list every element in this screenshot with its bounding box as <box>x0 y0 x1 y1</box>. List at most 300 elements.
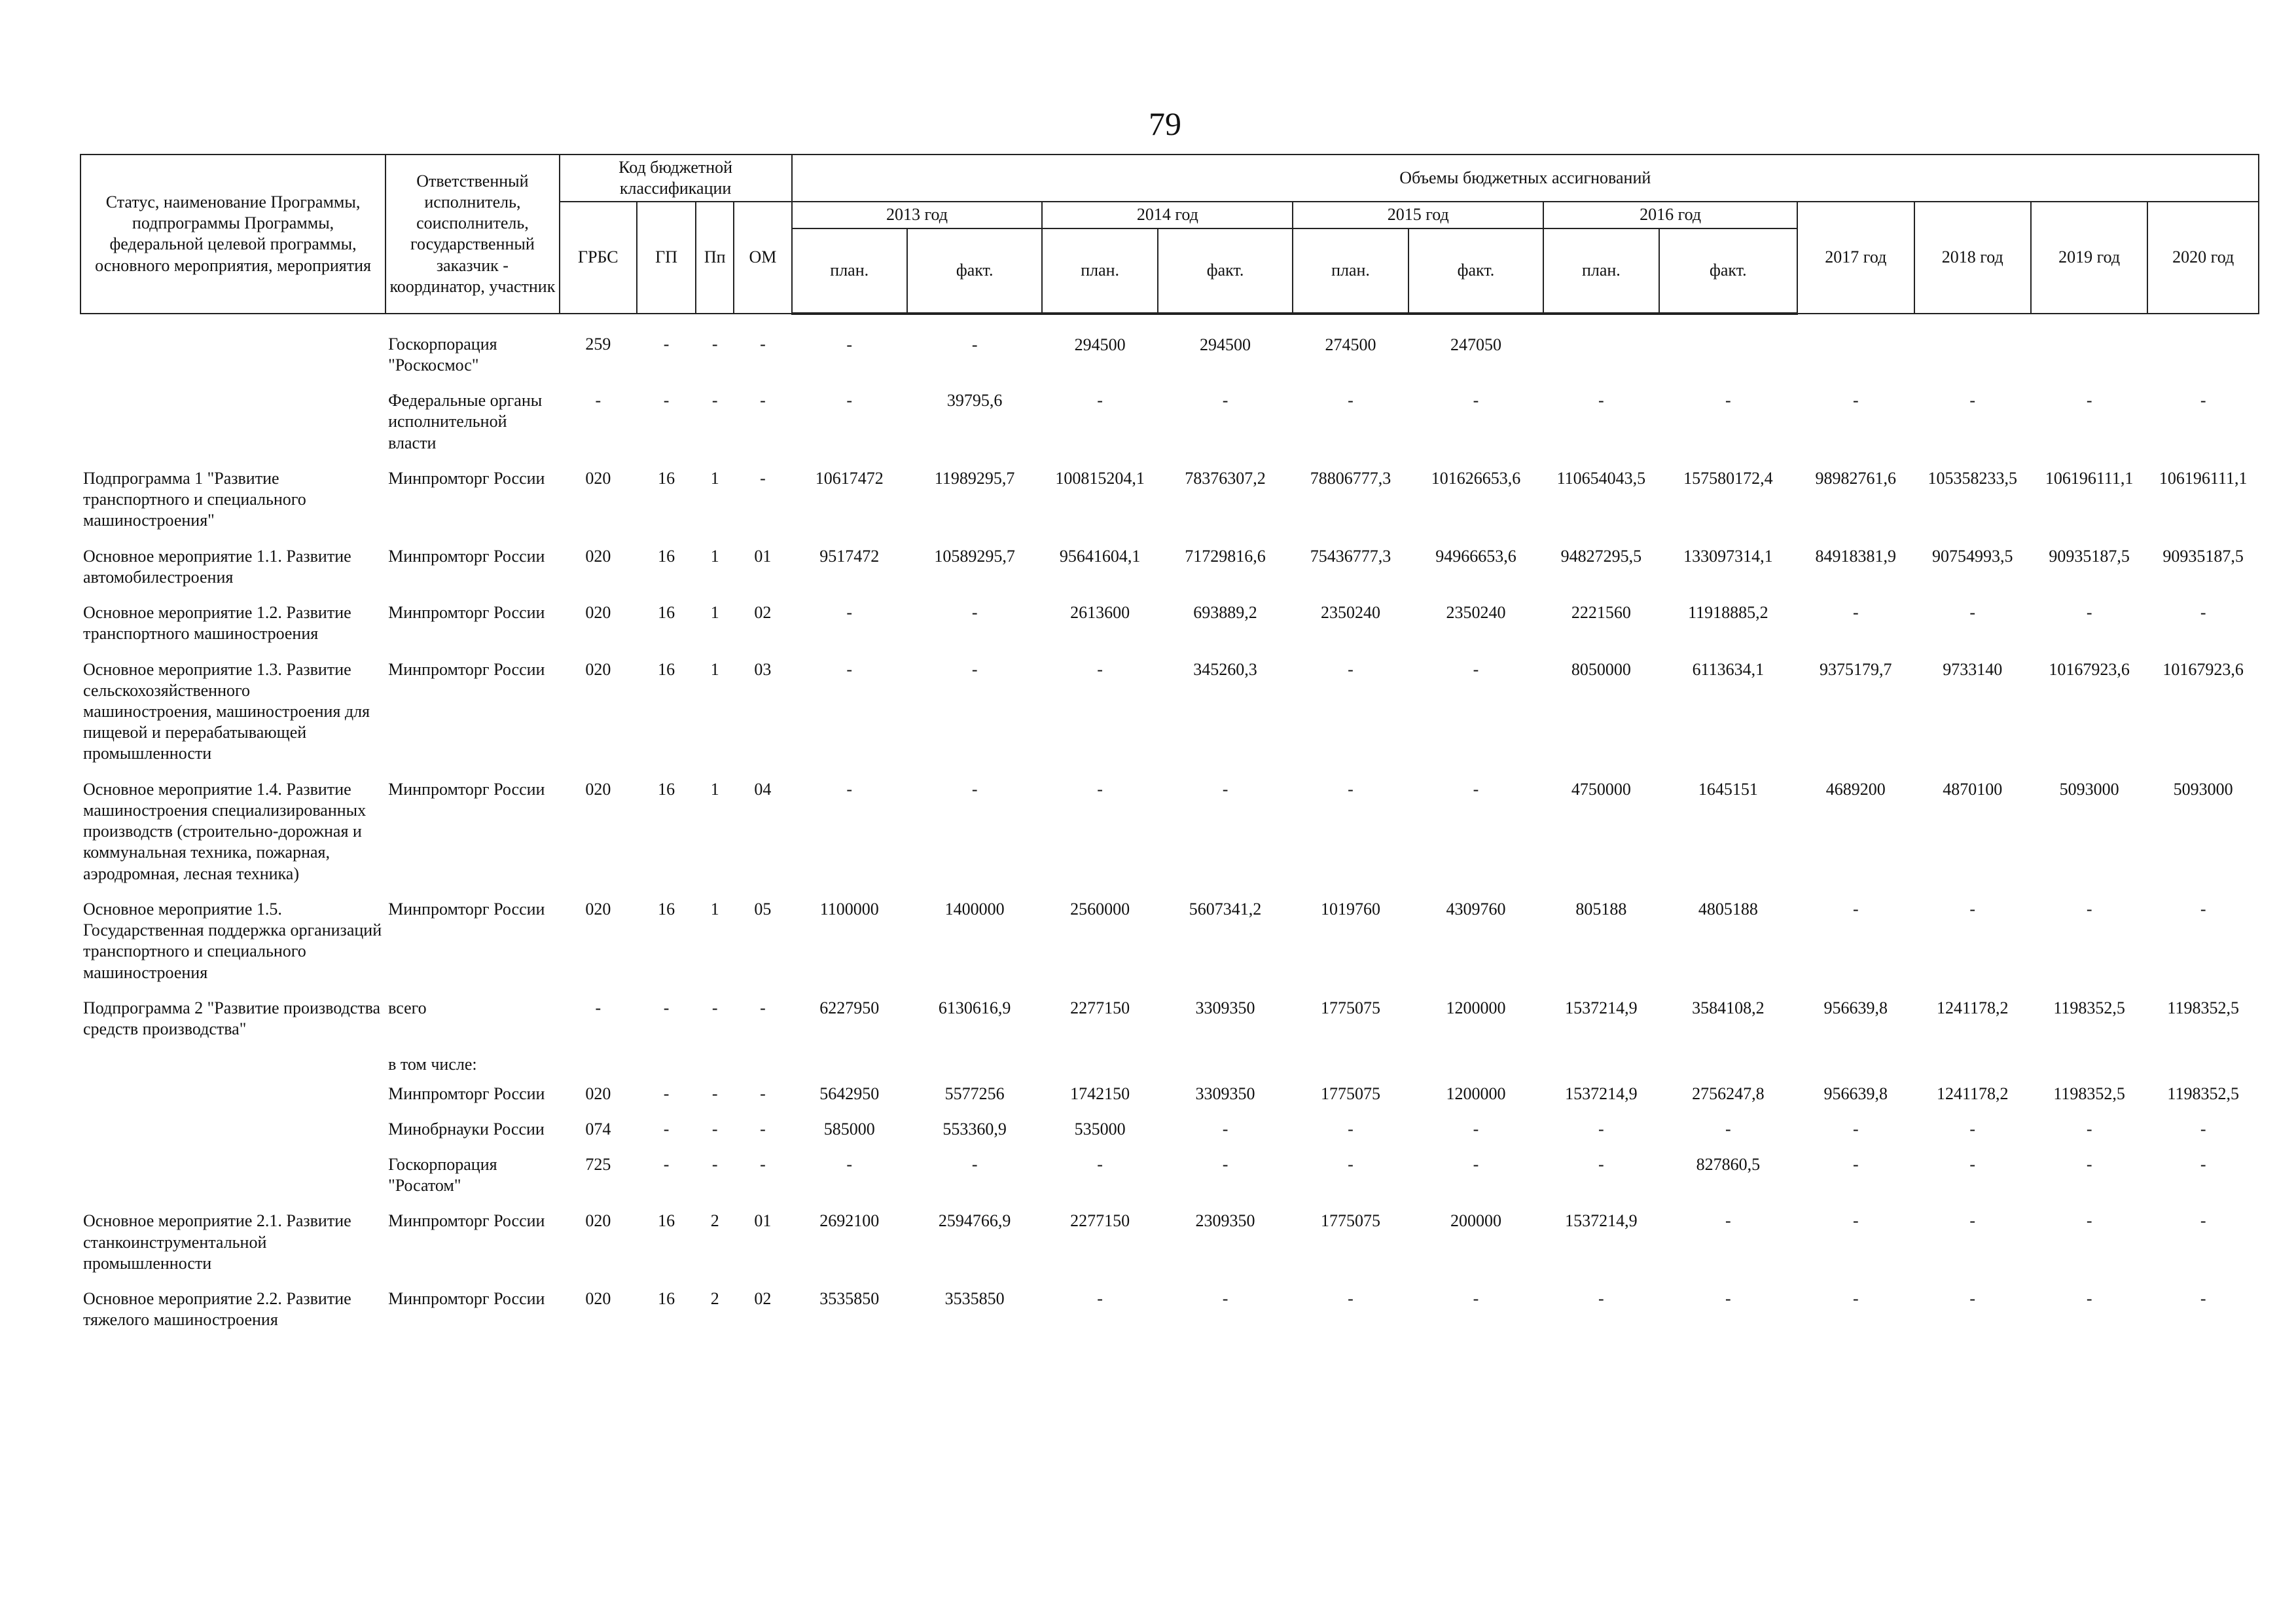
header-gp: ГП <box>637 202 696 313</box>
row-value-2015-plan: 274500 <box>1325 335 1376 354</box>
row-value-2016-plan: - <box>1598 391 1604 410</box>
row-status: Основное мероприятие 1.5. Государственная поддержка организаций транспортного и специального машиностроения <box>83 899 382 982</box>
row-value-2013-plan: 6227950 <box>819 998 880 1017</box>
row-value-2015-plan: - <box>1348 391 1354 410</box>
row-value-2014-plan: - <box>1097 659 1103 679</box>
row-value-2016-fact <box>1659 1046 1798 1082</box>
table-row <box>81 594 2259 651</box>
row-value-2018: 1241178,2 <box>1936 998 2009 1017</box>
row-value-2015-plan: - <box>1348 779 1354 799</box>
row-om: - <box>760 1119 766 1139</box>
row-grbs: 020 <box>585 659 611 679</box>
row-status: Основное мероприятие 1.2. Развитие транспортного машиностроения <box>83 603 351 644</box>
row-gp: - <box>663 334 670 354</box>
row-grbs: - <box>595 998 601 1017</box>
row-responsible: в том числе: <box>388 1055 477 1074</box>
row-value-2013-plan: - <box>846 659 853 679</box>
row-value-2013-plan: 1100000 <box>819 899 879 919</box>
row-value-2014-plan: - <box>1097 1154 1103 1174</box>
row-value-2014-fact: 2309350 <box>1195 1211 1255 1231</box>
row-value-2017: 4689200 <box>1825 779 1886 799</box>
row-grbs: 725 <box>585 1154 611 1174</box>
row-gp: 16 <box>658 603 675 623</box>
row-value-2020 <box>2147 314 2259 382</box>
row-value-2017 <box>1797 314 1914 382</box>
row-om: 02 <box>754 603 772 623</box>
row-value-2014-plan: 2277150 <box>1070 1211 1130 1231</box>
row-pp: 1 <box>710 468 719 488</box>
row-value-2018: 4870100 <box>1943 779 2003 799</box>
row-value-2014-plan: 1742150 <box>1070 1084 1130 1103</box>
row-om: 05 <box>754 899 772 919</box>
row-value-2013-plan: 585000 <box>823 1119 875 1139</box>
table-row <box>81 990 2259 1046</box>
row-value-2019: - <box>2086 899 2092 919</box>
row-value-2016-fact: - <box>1725 1119 1731 1139</box>
row-value-2016-fact: 11918885,2 <box>1688 603 1768 623</box>
row-value-2014-fact: 3309350 <box>1195 998 1255 1017</box>
row-value-2015-fact: - <box>1473 1154 1479 1174</box>
table-row <box>81 382 2259 460</box>
header-responsible: Ответственный исполнитель, соисполнитель, государственный заказчик - координатор, участник <box>386 155 560 314</box>
row-value-2014-plan: 2560000 <box>1070 899 1130 919</box>
row-value-2014-plan <box>1042 1046 1157 1082</box>
row-value-2016-plan: - <box>1598 1119 1604 1139</box>
row-value-2016-fact: 827860,5 <box>1696 1154 1761 1174</box>
row-gp: 16 <box>658 1211 675 1231</box>
row-value-2019: - <box>2086 1289 2092 1309</box>
row-value-2013-plan: 3535850 <box>819 1289 880 1309</box>
table-row <box>81 538 2259 594</box>
row-value-2015-fact: 101626653,6 <box>1431 468 1521 488</box>
row-responsible: Минпромторг России <box>388 659 545 679</box>
header-2015-fact: факт. <box>1408 228 1543 314</box>
row-status: Подпрограмма 1 "Развитие транспортного и специального машиностроения" <box>83 468 306 530</box>
row-value-2019: 10167923,6 <box>2049 659 2130 679</box>
row-pp: 1 <box>710 659 719 679</box>
table-row <box>81 891 2259 990</box>
row-value-2015-fact: 94966653,6 <box>1435 546 1516 566</box>
row-pp: - <box>711 334 718 354</box>
row-grbs: 020 <box>585 1289 611 1309</box>
row-status: Основное мероприятие 1.3. Развитие сельскохозяйственного машиностроения, машиностроения для пищевой и перерабатывающей промышленности <box>83 659 370 763</box>
row-value-2020: 1198352,5 <box>2167 998 2239 1017</box>
row-value-2014-plan: 100815204,1 <box>1055 468 1145 488</box>
row-value-2017: 956639,8 <box>1823 1084 1888 1103</box>
table-row <box>81 1082 2259 1111</box>
row-value-2013-plan: 5642950 <box>819 1084 880 1103</box>
table-row <box>81 1146 2259 1203</box>
row-value-2015-plan: 1775075 <box>1321 1211 1380 1231</box>
row-value-2013-fact: - <box>971 335 978 354</box>
header-2016-plan: план. <box>1543 228 1659 314</box>
row-value-2016-fact: 157580172,4 <box>1683 468 1773 488</box>
row-gp: 16 <box>658 659 675 679</box>
row-gp <box>637 1046 696 1082</box>
row-value-2013-fact: 11989295,7 <box>934 468 1015 488</box>
row-value-2016-plan: 4750000 <box>1571 779 1631 799</box>
row-value-2019: - <box>2086 1119 2092 1139</box>
row-grbs: 020 <box>585 603 611 623</box>
header-status: Статус, наименование Программы, подпрограммы Программы, федеральной целевой программы, основного мероприятия, мероприятия <box>81 155 386 314</box>
row-pp: - <box>711 1154 718 1174</box>
row-value-2016-plan: 1537214,9 <box>1565 998 1638 1017</box>
row-value-2017: - <box>1852 391 1859 410</box>
row-value-2017: 956639,8 <box>1823 998 1888 1017</box>
row-responsible: Минпромторг России <box>388 779 545 799</box>
row-value-2015-fact: 4309760 <box>1446 899 1506 919</box>
table-row <box>81 771 2259 891</box>
row-responsible: Федеральные органы исполнительной власти <box>388 391 543 452</box>
row-value-2014-plan: 535000 <box>1074 1119 1126 1139</box>
row-om: - <box>760 1084 766 1103</box>
row-gp: - <box>663 1119 670 1139</box>
row-grbs: 259 <box>585 334 611 354</box>
row-value-2014-fact: - <box>1222 1289 1229 1309</box>
row-value-2020: 10167923,6 <box>2162 659 2244 679</box>
row-value-2018: 105358233,5 <box>1928 468 2017 488</box>
row-value-2020: - <box>2200 1154 2206 1174</box>
row-value-2015-fact: 200000 <box>1450 1211 1501 1231</box>
row-status <box>81 1046 386 1082</box>
row-responsible: Минпромторг России <box>388 899 545 919</box>
row-responsible: Минпромторг России <box>388 1211 545 1231</box>
row-status <box>81 1111 386 1146</box>
row-responsible: Минобрнауки России <box>388 1119 545 1139</box>
table-row <box>81 460 2259 538</box>
row-value-2015-plan: 1775075 <box>1321 998 1380 1017</box>
row-value-2016-fact: 1645151 <box>1698 779 1758 799</box>
row-value-2013-fact: 553360,9 <box>942 1119 1007 1139</box>
table-row <box>81 314 2259 382</box>
row-responsible: Минпромторг России <box>388 1084 545 1103</box>
row-value-2015-fact: - <box>1473 391 1479 410</box>
row-responsible: Минпромторг России <box>388 468 545 488</box>
row-om: - <box>760 334 766 354</box>
row-value-2016-plan: 110654043,5 <box>1556 468 1646 488</box>
budget-table <box>80 154 2259 1338</box>
row-value-2014-fact: - <box>1222 1154 1229 1174</box>
row-value-2018: - <box>1969 1289 1976 1309</box>
row-value-2013-fact: 39795,6 <box>946 391 1003 410</box>
row-value-2019: - <box>2086 1154 2092 1174</box>
row-value-2018 <box>1914 1046 2031 1082</box>
row-value-2014-plan: - <box>1097 391 1103 410</box>
row-value-2015-plan: 1019760 <box>1321 899 1380 919</box>
row-value-2016-plan: 94827295,5 <box>1560 546 1642 566</box>
row-value-2020: - <box>2200 603 2206 623</box>
row-value-2014-plan: 294500 <box>1074 335 1126 354</box>
row-value-2013-plan: - <box>846 391 853 410</box>
row-value-2017: - <box>1852 603 1859 623</box>
row-value-2013-fact: 3535850 <box>944 1289 1005 1309</box>
row-value-2016-plan: - <box>1598 1289 1604 1309</box>
row-value-2017: 98982761,6 <box>1815 468 1897 488</box>
row-value-2018: - <box>1969 899 1976 919</box>
row-value-2013-fact: - <box>971 659 978 679</box>
row-value-2015-fact: - <box>1473 659 1479 679</box>
row-grbs: 020 <box>585 546 611 566</box>
row-value-2013-plan <box>792 1046 907 1082</box>
row-value-2020: - <box>2200 1119 2206 1139</box>
row-status <box>81 1146 386 1203</box>
row-value-2016-plan: 1537214,9 <box>1565 1084 1638 1103</box>
row-pp: 1 <box>710 899 719 919</box>
row-value-2019: 1198352,5 <box>2053 998 2125 1017</box>
row-value-2014-fact: 345260,3 <box>1193 659 1257 679</box>
row-grbs: 020 <box>585 1211 611 1231</box>
row-value-2014-plan: 2613600 <box>1070 603 1130 623</box>
row-gp: - <box>663 1084 670 1103</box>
row-value-2020: - <box>2200 1289 2206 1309</box>
row-responsible: Госкорпорация "Роскосмос" <box>388 334 497 374</box>
header-2015-plan: план. <box>1293 228 1408 314</box>
row-value-2015-plan: 1775075 <box>1321 1084 1380 1103</box>
row-value-2017: - <box>1852 1211 1859 1231</box>
row-value-2018: - <box>1969 603 1976 623</box>
row-value-2016-plan: - <box>1598 1154 1604 1174</box>
row-value-2016-plan: 8050000 <box>1571 659 1631 679</box>
header-2013-fact: факт. <box>907 228 1042 314</box>
row-value-2013-fact: 2594766,9 <box>938 1211 1011 1231</box>
header-pp: Пп <box>696 202 734 313</box>
row-value-2013-fact: 10589295,7 <box>934 546 1015 566</box>
row-value-2017: 84918381,9 <box>1815 546 1897 566</box>
row-value-2019 <box>2031 1046 2147 1082</box>
row-value-2014-fact <box>1158 1046 1293 1082</box>
row-status <box>81 314 386 382</box>
row-value-2013-plan: - <box>846 1154 853 1174</box>
row-value-2018: - <box>1969 1154 1976 1174</box>
row-value-2015-fact: - <box>1473 1119 1479 1139</box>
header-year-2018: 2018 год <box>1914 202 2031 313</box>
row-value-2015-plan: - <box>1348 1154 1354 1174</box>
row-om: 01 <box>754 546 772 566</box>
row-value-2017: - <box>1852 1119 1859 1139</box>
row-pp: - <box>711 1084 718 1103</box>
row-value-2013-fact <box>907 1046 1042 1082</box>
row-pp: - <box>711 391 718 410</box>
row-value-2015-plan: 75436777,3 <box>1310 546 1391 566</box>
row-value-2020: - <box>2200 899 2206 919</box>
row-responsible: всего <box>388 998 427 1017</box>
row-value-2017: - <box>1852 1289 1859 1309</box>
row-status <box>81 1082 386 1111</box>
row-pp: 1 <box>710 779 719 799</box>
row-grbs: 020 <box>585 1084 611 1103</box>
row-value-2013-plan: 10617472 <box>815 468 884 488</box>
row-value-2020: 5093000 <box>2173 779 2233 799</box>
row-grbs: 020 <box>585 468 611 488</box>
header-om: ОМ <box>734 202 791 313</box>
page-number: 79 <box>1149 105 1181 142</box>
row-value-2014-fact: 294500 <box>1200 335 1251 354</box>
row-value-2019: - <box>2086 391 2092 410</box>
row-value-2016-fact <box>1659 314 1798 382</box>
table-row <box>81 1046 2259 1082</box>
row-pp: 2 <box>710 1289 719 1309</box>
row-value-2017: - <box>1852 899 1859 919</box>
row-value-2014-fact: 5607341,2 <box>1189 899 1262 919</box>
header-year-2015: 2015 год <box>1293 202 1543 228</box>
row-value-2015-plan: - <box>1348 659 1354 679</box>
row-value-2015-fact: - <box>1473 1289 1479 1309</box>
header-2013-plan: план. <box>792 228 907 314</box>
row-value-2018: 9733140 <box>1943 659 2003 679</box>
row-responsible: Минпромторг России <box>388 1289 545 1309</box>
header-2014-fact: факт. <box>1158 228 1293 314</box>
row-gp: 16 <box>658 899 675 919</box>
header-year-2016: 2016 год <box>1543 202 1797 228</box>
row-value-2016-plan: 1537214,9 <box>1565 1211 1638 1231</box>
row-om: 04 <box>754 779 772 799</box>
row-value-2020: - <box>2200 1211 2206 1231</box>
row-gp: - <box>663 391 670 410</box>
row-responsible: Минпромторг России <box>388 603 545 623</box>
row-value-2015-fact: 247050 <box>1450 335 1501 354</box>
row-value-2015-fact: 2350240 <box>1446 603 1506 623</box>
row-grbs: - <box>595 391 601 410</box>
row-value-2016-plan <box>1543 1046 1659 1082</box>
row-om: - <box>760 998 766 1017</box>
row-value-2015-fact <box>1408 1046 1543 1082</box>
row-value-2014-fact: 693889,2 <box>1193 603 1257 623</box>
row-value-2016-fact: 133097314,1 <box>1683 546 1773 566</box>
row-value-2016-plan: 2221560 <box>1571 603 1631 623</box>
row-grbs <box>560 1046 637 1082</box>
row-gp: - <box>663 1154 670 1174</box>
row-status: Основное мероприятие 2.1. Развитие станкоинструментальной промышленности <box>83 1211 351 1273</box>
row-pp: 1 <box>710 603 719 623</box>
row-value-2017: - <box>1852 1154 1859 1174</box>
row-value-2015-fact: - <box>1473 779 1479 799</box>
row-value-2018 <box>1914 314 2031 382</box>
row-status <box>81 382 386 460</box>
row-value-2020: - <box>2200 391 2206 410</box>
row-grbs: 074 <box>585 1119 611 1139</box>
row-om: 03 <box>754 659 772 679</box>
row-status: Основное мероприятие 1.1. Развитие автомобилестроения <box>83 546 351 587</box>
row-pp <box>696 1046 734 1082</box>
row-value-2016-fact: 2756247,8 <box>1692 1084 1765 1103</box>
row-responsible: Минпромторг России <box>388 546 545 566</box>
row-responsible: Госкорпорация "Росатом" <box>388 1154 497 1195</box>
row-gp: 16 <box>658 779 675 799</box>
table-body <box>81 314 2259 1338</box>
table-row <box>81 1203 2259 1281</box>
row-value-2016-fact: - <box>1725 391 1731 410</box>
row-value-2019: - <box>2086 1211 2092 1231</box>
row-value-2016-plan: 805188 <box>1575 899 1627 919</box>
row-value-2015-plan: 2350240 <box>1321 603 1380 623</box>
row-om: 02 <box>754 1289 772 1309</box>
row-value-2015-fact: 1200000 <box>1446 1084 1506 1103</box>
row-value-2014-plan: 95641604,1 <box>1059 546 1141 566</box>
header-code-group: Код бюджетной классификации <box>560 155 792 202</box>
row-value-2019: 106196111,1 <box>2045 468 2134 488</box>
row-value-2015-plan <box>1293 1046 1408 1082</box>
row-status: Основное мероприятие 1.4. Развитие машиностроения специализированных производств (строительно-дорожная и коммунальная техника, пожарная, аэродромная, лесная техника) <box>83 779 367 883</box>
row-value-2019 <box>2031 314 2147 382</box>
row-value-2018: - <box>1969 1119 1976 1139</box>
row-value-2018: - <box>1969 391 1976 410</box>
header-2014-plan: план. <box>1042 228 1157 314</box>
row-om: - <box>760 1154 766 1174</box>
row-value-2018: - <box>1969 1211 1976 1231</box>
row-grbs: 020 <box>585 899 611 919</box>
row-value-2020: 1198352,5 <box>2167 1084 2239 1103</box>
row-value-2013-fact: - <box>971 779 978 799</box>
row-value-2020: 90935187,5 <box>2162 546 2244 566</box>
header-year-2014: 2014 год <box>1042 202 1293 228</box>
row-value-2014-plan: - <box>1097 1289 1103 1309</box>
row-value-2019: 1198352,5 <box>2053 1084 2125 1103</box>
header-grbs: ГРБС <box>560 202 637 313</box>
row-gp: 16 <box>658 1289 675 1309</box>
row-value-2013-plan: 2692100 <box>819 1211 880 1231</box>
row-value-2016-fact: 3584108,2 <box>1692 998 1765 1017</box>
row-value-2013-plan: - <box>846 603 853 623</box>
row-pp: 2 <box>710 1211 719 1231</box>
row-grbs: 020 <box>585 779 611 799</box>
row-value-2014-fact: 3309350 <box>1195 1084 1255 1103</box>
row-value-2013-fact: - <box>971 1154 978 1174</box>
row-gp: - <box>663 998 670 1017</box>
row-value-2014-fact: - <box>1222 1119 1229 1139</box>
table-row <box>81 651 2259 771</box>
row-value-2013-fact: 5577256 <box>944 1084 1005 1103</box>
row-pp: - <box>711 1119 718 1139</box>
row-value-2015-plan: 78806777,3 <box>1310 468 1391 488</box>
row-value-2014-fact: 71729816,6 <box>1185 546 1266 566</box>
row-value-2014-fact: - <box>1222 391 1229 410</box>
row-value-2015-plan: - <box>1348 1289 1354 1309</box>
row-value-2014-fact: - <box>1222 779 1229 799</box>
header-2016-fact: факт. <box>1659 228 1798 314</box>
row-value-2015-fact: 1200000 <box>1446 998 1506 1017</box>
row-value-2017 <box>1797 1046 1914 1082</box>
row-value-2019: - <box>2086 603 2092 623</box>
row-value-2020: 106196111,1 <box>2159 468 2248 488</box>
row-value-2013-plan: - <box>846 335 853 354</box>
header-year-2019: 2019 год <box>2031 202 2147 313</box>
row-value-2013-fact: - <box>971 603 978 623</box>
table-row <box>81 1111 2259 1146</box>
row-om: - <box>760 391 766 410</box>
row-value-2016-fact: - <box>1725 1211 1731 1231</box>
row-gp: 16 <box>658 546 675 566</box>
row-value-2014-fact: 78376307,2 <box>1185 468 1266 488</box>
row-value-2014-plan: - <box>1097 779 1103 799</box>
header-year-2017: 2017 год <box>1797 202 1914 313</box>
row-value-2018: 1241178,2 <box>1936 1084 2009 1103</box>
row-om: 01 <box>754 1211 772 1231</box>
header-year-2020: 2020 год <box>2147 202 2259 313</box>
row-value-2013-fact: 1400000 <box>944 899 1005 919</box>
row-status: Основное мероприятие 2.2. Развитие тяжелого машиностроения <box>83 1289 351 1330</box>
row-value-2015-plan: - <box>1348 1119 1354 1139</box>
row-pp: 1 <box>710 546 719 566</box>
row-value-2013-plan: - <box>846 779 853 799</box>
row-value-2017: 9375179,7 <box>1820 659 1892 679</box>
row-om: - <box>760 468 766 488</box>
row-value-2019: 5093000 <box>2059 779 2119 799</box>
row-status: Подпрограмма 2 "Развитие производства средств производства" <box>83 998 381 1039</box>
row-om <box>734 1046 791 1082</box>
row-gp: 16 <box>658 468 675 488</box>
row-value-2016-fact: - <box>1725 1289 1731 1309</box>
row-value-2016-fact: 4805188 <box>1698 899 1758 919</box>
